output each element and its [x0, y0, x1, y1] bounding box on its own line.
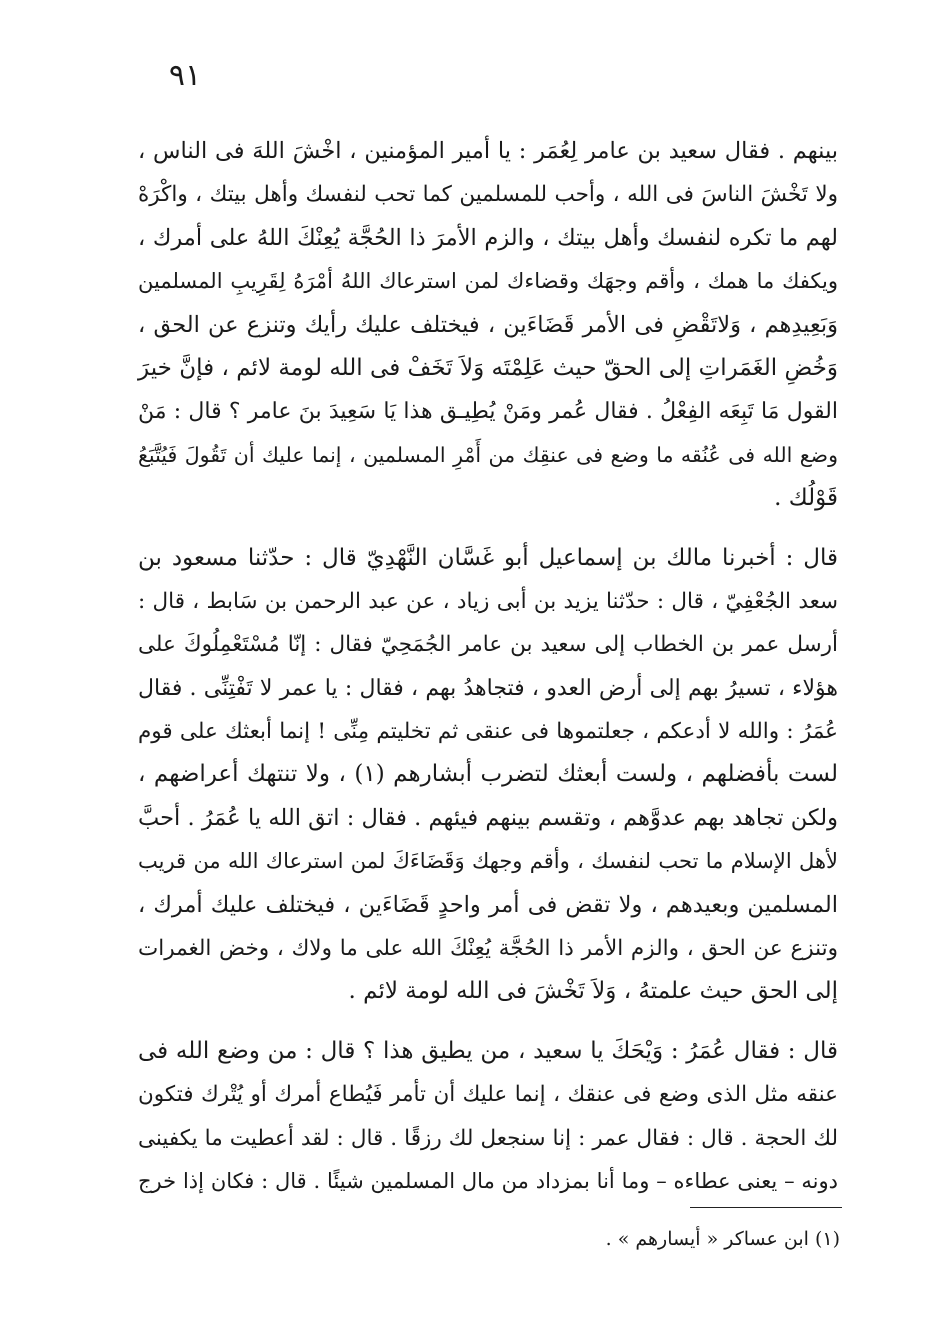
main-text — [138, 130, 838, 1203]
text-line: قال : أخبرنا مالك بن إسماعيل أبو غَسَّان النَّهْدِيّ قال : حدّثنا مسعود بن — [138, 544, 838, 571]
text-line: ولا تَخْشَ الناسَ فى الله ، وأحب للمسلمين كما تحب لنفسك وأهل بيتك ، واكْرَهْ — [138, 182, 838, 208]
footnote-separator — [690, 1207, 842, 1208]
text-line: ويكفك ما همك ، وأقم وجهَك وقضاءك لمن استرعاك اللهُ أمْرَهُ لِقَرِيبِ المسلمين — [138, 269, 838, 294]
text-line: أرسل عمر بن الخطاب إلى سعيد بن عامر الجُمَحِيّ فقال : إنّا مُسْتَعْمِلُوكَ على — [138, 632, 838, 658]
text-line: وضع الله فى عُنُقه ما وضع فى عنقِك من أَمْرِ المسلمين ، إنما عليك أن تَقُولَ فَيُتَّبَعُ — [138, 442, 838, 467]
paragraph-gap — [138, 1014, 838, 1030]
text-line: بينهم . فقال سعيد بن عامر لِعُمَر : يا أمير المؤمنين ، اخْشَ اللهَ فى الناس ، — [138, 138, 838, 164]
text-line: وَخُضِ الغَمَراتِ إلى الحقّ حيث عَلِمْتَه وَلاَ تَخَفْ فى الله لومة لائم ، فإنَّ خيرَ — [138, 354, 838, 381]
text-line: إلى الحق حيث علمتهُ ، وَلاَ تَخْشَ فى الله لومة لائم . — [348, 978, 838, 1005]
text-line: القول مَا تَبِعَه الفِعْلُ . فقال عُمر ومَنْ يُطِيـق هذا يَا سَعِيدَ بنَ عامر ؟ قال : مَنْ — [138, 399, 838, 425]
text-line: المسلمين وبعيدهم ، ولا تقض فى أمر واحدٍ قَضَاءَين ، فيختلف عليك أمرك ، — [138, 891, 838, 918]
text-line: لست بأفضلهم ، ولست أبعثك لتضرب أبشارهم (١) ، ولا تنتهك أعراضهم ، — [138, 761, 838, 788]
text-line: لأهل الإسلام ما تحب لنفسك ، وأقم وجهك وَقَضَاءَكَ لمن استرعاك الله من قريب — [138, 849, 838, 874]
paragraph-gap — [138, 521, 838, 537]
text-line: وتنزع عن الحق ، والزم الأمر ذا الحُجَّة يُعِنْكَ الله على ما ولاك ، وخض الغمرات — [138, 936, 838, 962]
text-line: قال : فقال عُمَرُ : وَيْحَكَ يا سعيد ، من يطيق هذا ؟ قال : من وضع الله فى — [138, 1037, 838, 1064]
paragraph-2 — [138, 537, 838, 1014]
footnote: (١) ابن عساكر « أيسارهم » . — [605, 1228, 840, 1250]
text-line: هؤلاء ، تسيرُ بهم إلى أرض العدو ، فتجاهدُ بهم ، فقال : يا عمر لا تَفْتِنِّى . فقال — [138, 675, 838, 701]
text-line: دونه – يعنى عطاءه – وما أنا بمزداد من مال المسلمين شيئًا . قال : فكان إذا خرج — [138, 1168, 838, 1193]
text-line: لهم ما تكره لنفسك وأهل بيتك ، والزم الأمرَ ذا الحُجَّة يُعِنْكَ اللهُ على أمرك ، — [138, 224, 838, 251]
text-line: وَبَعِيدِهم ، وَلاتَقْضِ فى الأمر قَضَاءَين ، فيختلف عليك رأيك وتنزع عن الحق ، — [138, 311, 838, 338]
text-line: لك الحجة . قال : فقال عمر : إنا سنجعل لك رزقًا . قال : لقد أعطيت ما يكفينى — [138, 1125, 838, 1151]
page-number: ٩١ — [168, 58, 202, 93]
text-line: عُمَرُ : والله لا أدعكم ، جعلتموها فى عنقى ثم تخليتم مِنِّى ! إنما أبعثك على قوم — [138, 719, 838, 745]
paragraph-1 — [138, 130, 838, 521]
paragraph-3 — [138, 1030, 838, 1204]
text-line: عنقه مثل الذى وضع فى عنقك ، إنما عليك أن تأمر فَيُطاع أمرك أو يُتْرك فتكون — [138, 1082, 838, 1108]
text-line: ولكن تجاهد بهم عدوَّهم ، وتقسم بينهم فيئهم . فقال : اتق الله يا عُمَرُ . أحبَّ — [138, 804, 838, 831]
text-line: سعد الجُعْفِيّ ، قال : حدّثنا يزيد بن أبى زياد ، عن عبد الرحمن بن سَابط ، قال : — [138, 588, 838, 614]
text-line: قَوْلُك . — [774, 485, 838, 512]
